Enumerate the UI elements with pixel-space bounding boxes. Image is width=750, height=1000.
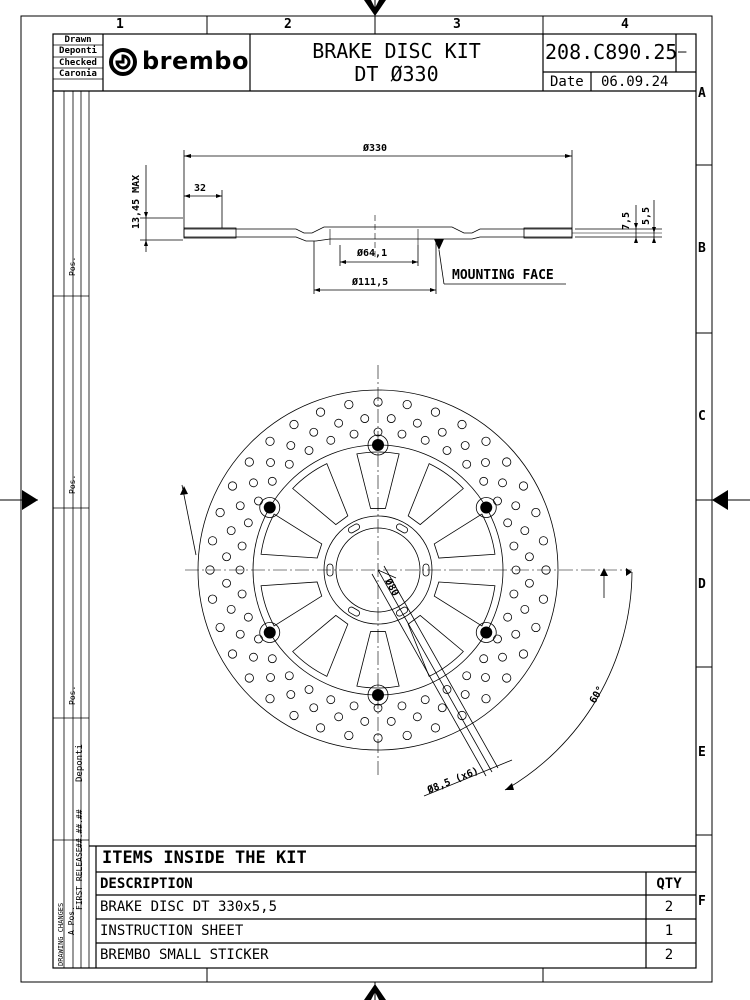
drilled-hole (521, 605, 529, 613)
drilled-hole (461, 441, 469, 449)
floating-button (372, 689, 384, 701)
drilled-hole (510, 542, 518, 550)
drilled-hole (361, 415, 369, 423)
drilled-hole (532, 623, 540, 631)
drilled-hole (216, 508, 224, 516)
mounting-face-label: MOUNTING FACE (452, 268, 554, 283)
dim-max-thickness: 13,45 MAX (131, 174, 142, 229)
dim-7-5: 7,5 (621, 211, 632, 230)
item-description: BREMBO SMALL STICKER (100, 947, 269, 963)
drilled-hole (345, 731, 353, 739)
strip-a-pos: A Pos. (67, 906, 76, 935)
drilled-hole (236, 502, 244, 510)
drilled-hole (482, 437, 490, 445)
drilled-hole (335, 713, 343, 721)
item-description: INSTRUCTION SHEET (100, 923, 244, 939)
drilled-hole (413, 419, 421, 427)
brembo-logo-icon (108, 47, 138, 77)
drilled-hole (249, 479, 257, 487)
date-label: Date (550, 74, 584, 90)
drilled-hole (350, 702, 358, 710)
items-table-heading: ITEMS INSIDE THE KIT (102, 848, 307, 868)
drilled-hole (361, 717, 369, 725)
row-label-b: B (698, 241, 706, 256)
role-drawn-name: Deponti (59, 46, 97, 56)
drilled-hole (249, 653, 257, 661)
drilled-hole (244, 519, 252, 527)
item-qty: 2 (664, 947, 674, 963)
drilled-hole (266, 694, 274, 702)
drilled-hole (290, 711, 298, 719)
table-row (96, 895, 694, 918)
carrier-window (408, 464, 463, 525)
strip-pos-2: Pos. (68, 474, 77, 494)
drilled-hole (502, 458, 510, 466)
drilled-hole (387, 415, 395, 423)
drilled-hole (480, 655, 488, 663)
drilled-hole (290, 420, 298, 428)
drilled-hole (254, 497, 262, 505)
drilled-hole (208, 595, 216, 603)
drilled-hole (421, 436, 429, 444)
drilled-hole (267, 459, 275, 467)
drilled-hole (244, 613, 252, 621)
drilled-hole (223, 553, 231, 561)
strip-drawing-changes: DRAWING CHANGES (57, 902, 65, 966)
drilled-hole (443, 446, 451, 454)
carrier-window (434, 514, 495, 558)
drilled-hole (510, 590, 518, 598)
drilled-hole (268, 477, 276, 485)
floating-button (480, 502, 492, 514)
drilled-hole (228, 482, 236, 490)
drilled-hole (519, 650, 527, 658)
drilled-hole (431, 724, 439, 732)
items-table-header (96, 872, 694, 895)
part-number: 208.C890.25 (545, 40, 678, 64)
strip-first-release: FIRST RELEASE (75, 847, 84, 910)
drilled-hole (267, 673, 275, 681)
drilled-hole (305, 446, 313, 454)
col-qty-header: QTY (656, 876, 682, 892)
drilled-hole (223, 579, 231, 587)
col-label-4: 4 (621, 17, 629, 32)
drilled-hole (463, 672, 471, 680)
dim-inner-diameter: Ø64,1 (357, 248, 388, 259)
drawing-title-line2: DT Ø330 (354, 62, 439, 86)
drilled-hole (350, 430, 358, 438)
floating-button (264, 502, 276, 514)
dim-5-5: 5,5 (641, 206, 652, 225)
drilled-hole (227, 605, 235, 613)
floating-button (372, 439, 384, 451)
drilled-hole (398, 430, 406, 438)
drilled-hole (458, 420, 466, 428)
drilled-hole (494, 635, 502, 643)
drilled-hole (504, 613, 512, 621)
drilled-hole (208, 537, 216, 545)
dim-angle: 60° (588, 684, 607, 706)
revision: – (678, 44, 687, 60)
carrier-window (261, 582, 322, 626)
row-label-f: F (698, 894, 706, 909)
drilled-hole (521, 527, 529, 535)
col-label-2: 2 (284, 17, 292, 32)
dim-center-diameter: Ø80 (382, 577, 401, 599)
drilled-hole (238, 542, 246, 550)
drilled-hole (287, 441, 295, 449)
date-value: 06.09.24 (601, 74, 669, 90)
dim-bolt-holes: Ø8,5 (x6) (426, 765, 481, 797)
carrier-window (408, 615, 463, 676)
drilled-hole (481, 673, 489, 681)
drilled-hole (310, 704, 318, 712)
drilled-hole (463, 460, 471, 468)
drilled-hole (335, 419, 343, 427)
drilled-hole (525, 553, 533, 561)
row-label-c: C (698, 409, 706, 424)
dim-pcd: Ø111,5 (352, 277, 389, 288)
drilled-hole (421, 696, 429, 704)
dim-outer-diameter: Ø330 (363, 143, 388, 154)
drilled-hole (268, 655, 276, 663)
strip-pos-3: Pos. (68, 685, 77, 705)
table-row (96, 943, 694, 966)
drilled-hole (481, 459, 489, 467)
carrier-window (293, 615, 348, 676)
drilled-hole (499, 479, 507, 487)
row-label-d: D (698, 577, 706, 592)
drilled-hole (236, 630, 244, 638)
drilled-hole (431, 408, 439, 416)
drilled-hole (438, 428, 446, 436)
drilled-hole (316, 408, 324, 416)
drilled-hole (499, 653, 507, 661)
row-label-e: E (698, 745, 706, 760)
drilled-hole (245, 458, 253, 466)
item-qty: 1 (664, 923, 674, 939)
item-qty: 2 (664, 899, 674, 915)
drilled-hole (502, 674, 510, 682)
dim-offset-32: 32 (194, 183, 207, 194)
drilled-hole (245, 674, 253, 682)
floating-button (264, 627, 276, 639)
col-description-header: DESCRIPTION (100, 876, 193, 892)
role-checked-name: Caronia (59, 69, 97, 79)
drilled-hole (387, 717, 395, 725)
drilled-hole (482, 694, 490, 702)
drilled-hole (227, 527, 235, 535)
drilled-hole (316, 724, 324, 732)
drilled-hole (512, 630, 520, 638)
drilled-hole (504, 519, 512, 527)
drilled-hole (532, 508, 540, 516)
drilled-hole (413, 713, 421, 721)
drilled-hole (525, 579, 533, 587)
drilled-hole (461, 691, 469, 699)
carrier-window (434, 582, 495, 626)
drilled-hole (305, 686, 313, 694)
drilled-hole (398, 702, 406, 710)
strip-release-code: ##.##.## (75, 809, 84, 848)
drilled-hole (285, 672, 293, 680)
drilled-hole (228, 650, 236, 658)
role-checked: Checked (59, 58, 97, 68)
strip-deponti: Deponti (75, 744, 85, 782)
drilled-hole (327, 436, 335, 444)
strip-pos-1: Pos. (68, 256, 77, 276)
role-drawn: Drawn (64, 35, 92, 45)
table-row (96, 919, 694, 942)
drilled-hole (403, 731, 411, 739)
carrier-window (261, 514, 322, 558)
drilled-hole (345, 400, 353, 408)
drilled-hole (512, 502, 520, 510)
col-label-1: 1 (116, 17, 124, 32)
logo-text: brembo (142, 47, 249, 75)
drilled-hole (403, 400, 411, 408)
drilled-hole (287, 691, 295, 699)
drilled-hole (539, 595, 547, 603)
drilled-hole (519, 482, 527, 490)
drilled-hole (238, 590, 246, 598)
drilled-hole (327, 696, 335, 704)
drilled-hole (480, 477, 488, 485)
drilled-hole (494, 497, 502, 505)
drawing-title-line1: BRAKE DISC KIT (312, 39, 481, 63)
drilled-hole (216, 623, 224, 631)
item-description: BRAKE DISC DT 330x5,5 (100, 899, 278, 915)
carrier-window (293, 464, 348, 525)
floating-button (480, 627, 492, 639)
drilled-hole (254, 635, 262, 643)
drilled-hole (285, 460, 293, 468)
drilled-hole (266, 437, 274, 445)
col-label-3: 3 (453, 17, 461, 32)
drilled-hole (539, 537, 547, 545)
drilled-hole (310, 428, 318, 436)
row-label-a: A (698, 86, 706, 101)
drilled-hole (438, 704, 446, 712)
